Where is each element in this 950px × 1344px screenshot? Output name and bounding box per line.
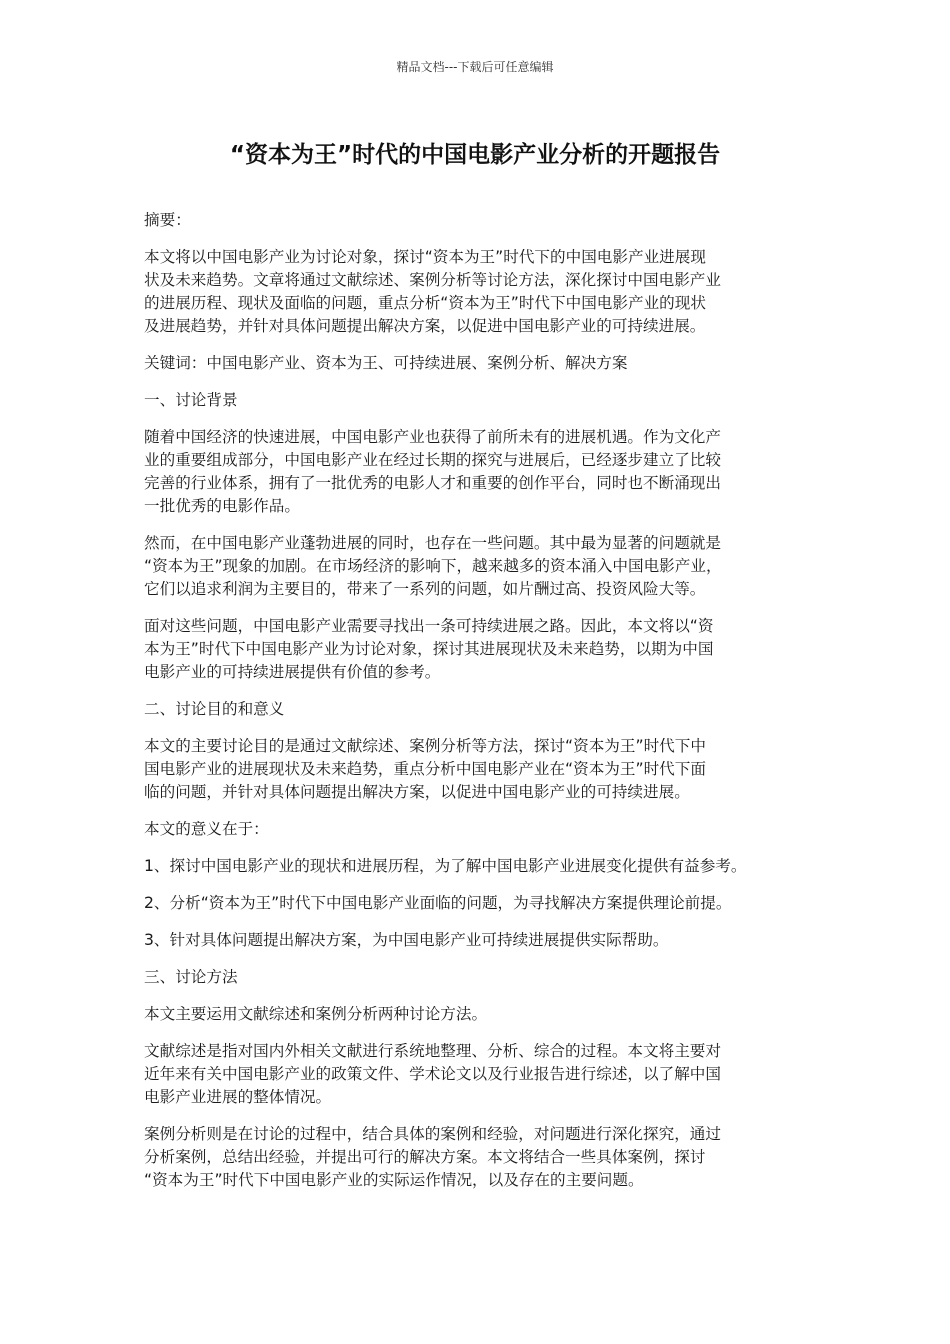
- paragraph: [144, 735, 820, 804]
- paragraph: [144, 426, 820, 518]
- paragraph-line: 本文主要运用文献综述和案例分析两种讨论方法。: [144, 1005, 488, 1023]
- paragraph-line: 分析案例，总结出经验，并提出可行的解决方案。本文将结合一些具体案例，探讨: [144, 1148, 706, 1166]
- paragraph: [144, 818, 820, 841]
- paragraph-line: “资本为王”现象的加剧。在市场经济的影响下，越来越多的资本涌入中国电影产业，: [144, 557, 722, 575]
- paragraph-line: 电影产业的可持续进展提供有价值的参考。: [144, 663, 441, 681]
- paragraph-line: 近年来有关中国电影产业的政策文件、学术论文以及行业报告进行综述，以了解中国: [144, 1065, 721, 1083]
- paragraph: [144, 1040, 820, 1109]
- paragraph: [144, 855, 820, 878]
- paragraph-line: 文献综述是指对国内外相关文献进行系统地整理、分析、综合的过程。本文将主要对: [144, 1042, 721, 1060]
- document-body: [144, 209, 820, 1206]
- paragraph-line: 它们以追求利润为主要目的，带来了一系列的问题，如片酬过高、投资风险大等。: [144, 580, 706, 598]
- paragraph-line: 业的重要组成部分，中国电影产业在经过长期的探究与进展后，已经逐步建立了比较: [144, 451, 721, 469]
- header-note: 精品文档---下载后可任意编辑: [396, 60, 554, 74]
- paragraph: [144, 389, 820, 412]
- paragraph-line: “资本为王”时代下中国电影产业的实际运作情况，以及存在的主要问题。: [144, 1171, 644, 1189]
- paragraph: [144, 246, 820, 338]
- paragraph-line: 国电影产业的进展现状及未来趋势，重点分析中国电影产业在“资本为王”时代下面: [144, 760, 706, 778]
- paragraph: [144, 892, 820, 915]
- paragraph: [144, 1123, 820, 1192]
- paragraph-line: 然而，在中国电影产业蓬勃进展的同时，也存在一些问题。其中最为显著的问题就是: [144, 534, 721, 552]
- paragraph-line: 面对这些问题，中国电影产业需要寻找出一条可持续进展之路。因此，本文将以“资: [144, 617, 714, 635]
- paragraph: [144, 209, 820, 232]
- paragraph-line: 关键词：中国电影产业、资本为王、可持续进展、案例分析、解决方案: [144, 354, 628, 372]
- paragraph-line: 的进展历程、现状及面临的问题，重点分析“资本为王”时代下中国电影产业的现状: [144, 294, 706, 312]
- paragraph-line: 摘要：: [144, 211, 191, 229]
- paragraph-line: 本文的意义在于：: [144, 820, 269, 838]
- paragraph-line: 本文的主要讨论目的是通过文献综述、案例分析等方法，探讨“资本为王”时代下中: [144, 737, 706, 755]
- paragraph-line: 一、讨论背景: [144, 391, 238, 409]
- paragraph: [144, 532, 820, 601]
- document-title: “资本为王”时代的中国电影产业分析的开题报告: [229, 142, 721, 168]
- paragraph-line: 本文将以中国电影产业为讨论对象，探讨“资本为王”时代下的中国电影产业进展现: [144, 248, 706, 266]
- paragraph-line: 及进展趋势，并针对具体问题提出解决方案，以促进中国电影产业的可持续进展。: [144, 317, 706, 335]
- paragraph: [144, 929, 820, 952]
- paragraph: [144, 966, 820, 989]
- paragraph-line: 二、讨论目的和意义: [144, 700, 285, 718]
- paragraph-line: 临的问题，并针对具体问题提出解决方案，以促进中国电影产业的可持续进展。: [144, 783, 690, 801]
- paragraph: [144, 615, 820, 684]
- paragraph-line: 3、针对具体问题提出解决方案，为中国电影产业可持续进展提供实际帮助。: [144, 931, 669, 949]
- paragraph-line: 2、分析“资本为王”时代下中国电影产业面临的问题，为寻找解决方案提供理论前提。: [144, 894, 732, 912]
- paragraph: [144, 1003, 820, 1026]
- paragraph: [144, 352, 820, 375]
- paragraph-line: 电影产业进展的整体情况。: [144, 1088, 332, 1106]
- paragraph-line: 状及未来趋势。文章将通过文献综述、案例分析等讨论方法，深化探讨中国电影产业: [144, 271, 721, 289]
- paragraph: [144, 698, 820, 721]
- paragraph-line: 本为王”时代下中国电影产业为讨论对象，探讨其进展现状及未来趋势，以期为中国: [144, 640, 714, 658]
- paragraph-line: 随着中国经济的快速进展，中国电影产业也获得了前所未有的进展机遇。作为文化产: [144, 428, 721, 446]
- paragraph-line: 一批优秀的电影作品。: [144, 497, 300, 515]
- paragraph-line: 案例分析则是在讨论的过程中，结合具体的案例和经验，对问题进行深化探究，通过: [144, 1125, 721, 1143]
- paragraph-line: 1、探讨中国电影产业的现状和进展历程，为了解中国电影产业进展变化提供有益参考。: [144, 857, 747, 875]
- paragraph-line: 完善的行业体系，拥有了一批优秀的电影人才和重要的创作平台，同时也不断涌现出: [144, 474, 721, 492]
- paragraph-line: 三、讨论方法: [144, 968, 238, 986]
